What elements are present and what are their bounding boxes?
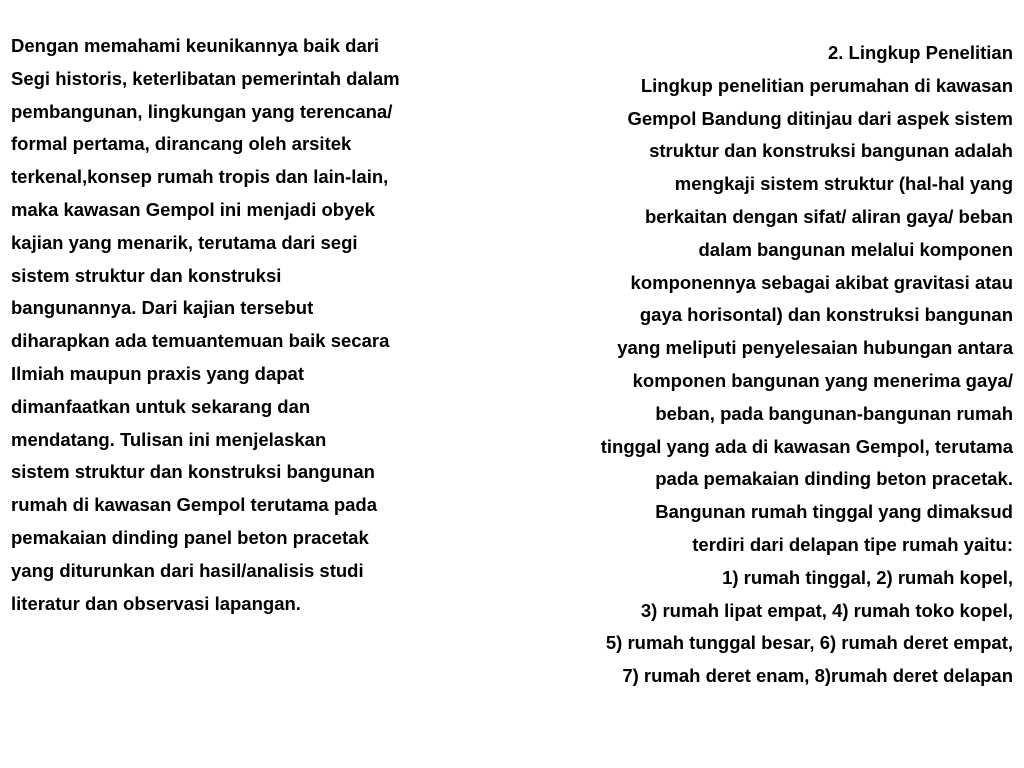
text-line: rumah di kawasan Gempol terutama pada	[11, 494, 377, 516]
text-line: formal pertama, dirancang oleh arsitek	[11, 133, 352, 155]
text-line: komponennya sebagai akibat gravitasi atau	[630, 271, 1013, 293]
text-line: yang meliputi penyelesaian hubungan antara	[617, 337, 1013, 359]
text-line: berkaitan dengan sifat/ aliran gaya/ beban	[644, 205, 1013, 227]
text-line: Bangunan rumah tinggal yang dimaksud	[655, 501, 1013, 523]
text-line: terdiri dari delapan tipe rumah yaitu:	[692, 533, 1013, 555]
text-line: sistem struktur dan konstruksi bangunan	[11, 461, 375, 483]
text-line: beban, pada bangunan-bangunan rumah	[655, 402, 1013, 424]
right-text-column	[493, 37, 1013, 693]
text-line: pada pemakaian dinding beton pracetak.	[655, 468, 1013, 490]
text-line: komponen bangunan yang menerima gaya/	[632, 369, 1013, 391]
text-line: literatur dan observasi lapangan.	[11, 592, 301, 614]
text-line: mengkaji sistem struktur (hal-hal yang	[674, 173, 1013, 195]
left-text-column	[11, 30, 501, 620]
text-line: sistem struktur dan konstruksi	[11, 264, 282, 286]
text-line: gaya horisontal) dan konstruksi bangunan	[639, 304, 1013, 326]
text-line: yang diturunkan dari hasil/analisis studi	[11, 559, 364, 581]
section-heading: 2. Lingkup Penelitian	[827, 42, 1013, 63]
text-line: Lingkup penelitian perumahan di kawasan	[640, 74, 1013, 96]
text-line: bangunannya. Dari kajian tersebut	[11, 297, 314, 319]
text-line: diharapkan ada temuantemuan baik secara	[11, 330, 390, 352]
text-line: tinggal yang ada di kawasan Gempol, terutama	[600, 435, 1013, 457]
text-line: maka kawasan Gempol ini menjadi obyek	[11, 198, 375, 220]
text-line: Dengan memahami keunikannya baik dari	[11, 35, 380, 56]
text-line: terkenal,konsep rumah tropis dan lain-lain,	[11, 166, 389, 188]
text-line: 7) rumah deret enam, 8)rumah deret delapan	[622, 665, 1013, 687]
text-line: pembangunan, lingkungan yang terencana/	[11, 100, 393, 122]
text-line: kajian yang menarik, terutama dari segi	[11, 231, 358, 253]
text-line: mendatang. Tulisan ini menjelaskan	[11, 428, 327, 450]
text-line: 5) rumah tunggal besar, 6) rumah deret empat,	[605, 632, 1013, 654]
text-line: Segi historis, keterlibatan pemerintah dalam	[11, 67, 400, 89]
text-line: 1) rumah tinggal, 2) rumah kopel,	[722, 566, 1013, 588]
text-line: struktur dan konstruksi bangunan adalah	[649, 140, 1013, 162]
text-line: pemakaian dinding panel beton pracetak	[11, 526, 369, 548]
text-line: dalam bangunan melalui komponen	[698, 238, 1013, 260]
text-line: Ilmiah maupun praxis yang dapat	[11, 362, 304, 384]
text-line: dimanfaatkan untuk sekarang dan	[11, 395, 311, 417]
text-line: Gempol Bandung ditinjau dari aspek sistem	[627, 107, 1013, 129]
text-line: 3) rumah lipat empat, 4) rumah toko kopel,	[640, 599, 1013, 621]
